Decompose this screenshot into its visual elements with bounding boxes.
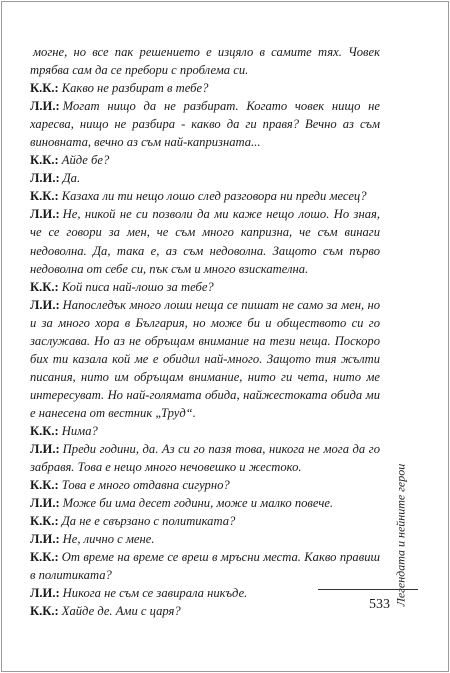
paragraph bbox=[30, 512, 380, 530]
footer-rule bbox=[318, 589, 418, 590]
paragraph bbox=[30, 79, 380, 97]
running-head-text: Легендата и нейните герои bbox=[393, 463, 408, 607]
utterance: Не, лично с мене. bbox=[62, 532, 155, 547]
utterance: Това е много отдавна сигурно? bbox=[61, 478, 230, 493]
speaker: К.К.: bbox=[30, 153, 59, 168]
paragraph bbox=[30, 440, 380, 476]
body-text bbox=[30, 43, 380, 621]
utterance: Може би има десет години, може и малко повече. bbox=[62, 496, 334, 511]
paragraph bbox=[30, 548, 380, 584]
utterance: Нима? bbox=[61, 423, 98, 438]
speaker: Л.И.: bbox=[30, 442, 60, 457]
speaker: Л.И.: bbox=[30, 297, 60, 312]
paragraph bbox=[30, 97, 380, 151]
paragraph bbox=[30, 602, 380, 620]
speaker: К.К.: bbox=[30, 189, 59, 204]
utterance: Могат нищо да не разбират. Когато човек нищо не харесва, нищо не разбира - какво да ги правя? Вечно аз съм виновната, вечно аз съм най-капризната... bbox=[30, 99, 380, 150]
paragraph bbox=[30, 422, 380, 440]
speaker: Л.И.: bbox=[30, 532, 60, 547]
utterance: Хайде де. Ами с царя? bbox=[61, 604, 181, 619]
utterance: Да. bbox=[62, 171, 81, 186]
speaker: К.К.: bbox=[30, 478, 59, 493]
utterance: Преди години, да. Аз си го пазя това, никога не мога да го забравя. Това е нещо много нечовешко и жестоко. bbox=[30, 442, 380, 475]
paragraph bbox=[30, 494, 380, 512]
speaker: Л.И.: bbox=[30, 586, 60, 601]
paragraph bbox=[30, 205, 380, 277]
utterance: Да не е свързано с политиката? bbox=[61, 514, 236, 529]
speaker: К.К.: bbox=[30, 279, 59, 294]
speaker: К.К.: bbox=[30, 423, 59, 438]
paragraph bbox=[30, 169, 380, 187]
utterance: От време на време се вреш в мръсни места. Какво правиш в политиката? bbox=[30, 550, 380, 583]
speaker: К.К.: bbox=[30, 81, 59, 96]
speaker: Л.И.: bbox=[30, 171, 60, 186]
utterance: Никога не съм се завирала никъде. bbox=[62, 586, 248, 601]
paragraph bbox=[30, 530, 380, 548]
speaker: Л.И.: bbox=[30, 207, 60, 222]
speaker: К.К.: bbox=[30, 550, 59, 565]
paragraph bbox=[30, 296, 380, 422]
utterance: Кой писа най-лошо за тебе? bbox=[61, 279, 214, 294]
utterance: Казаха ли ти нещо лошо след разговора ни преди месец? bbox=[61, 189, 367, 204]
paragraph bbox=[30, 43, 380, 79]
utterance: Не, никой не си позволи да ми каже нещо лошо. Но зная, че се говори за мен, че съм много капризна, че съм винаги недоволна. Да, така е, аз съм недоволна. Защото съм първо недоволна от себе си, пък съм и много взискателна. bbox=[30, 207, 380, 276]
paragraph bbox=[30, 278, 380, 296]
page-number: 533 bbox=[369, 597, 390, 612]
paragraph bbox=[30, 584, 380, 602]
speaker: К.К.: bbox=[30, 604, 59, 619]
paragraph bbox=[30, 187, 380, 205]
running-head bbox=[392, 463, 410, 607]
speaker: К.К.: bbox=[30, 514, 59, 529]
paragraph bbox=[30, 476, 380, 494]
speaker: Л.И.: bbox=[30, 99, 60, 114]
utterance: Айде бе? bbox=[61, 153, 110, 168]
utterance: могне, но все пак решението е изцяло в самите тях. Човек трябва сам да се пребори с проблема си. bbox=[30, 45, 380, 78]
utterance: Какво не разбират в тебе? bbox=[61, 81, 209, 96]
paragraph bbox=[30, 151, 380, 169]
speaker: Л.И.: bbox=[30, 496, 60, 511]
utterance: Напоследък много лоши неща се пишат не само за мен, но и за много хора в България, но може би и обществото си го заслужава. Но аз не обръщам внимание на тези неща. Поскоро бих ти казала кой ме е обидил най-много. Защото тия жълти писания, нито им обръщам внимание, нито ги чета, нито ме интересуват. Но най-голямата обида, найжестоката обида ми е нанесена от вестник „Труд“. bbox=[30, 297, 380, 420]
